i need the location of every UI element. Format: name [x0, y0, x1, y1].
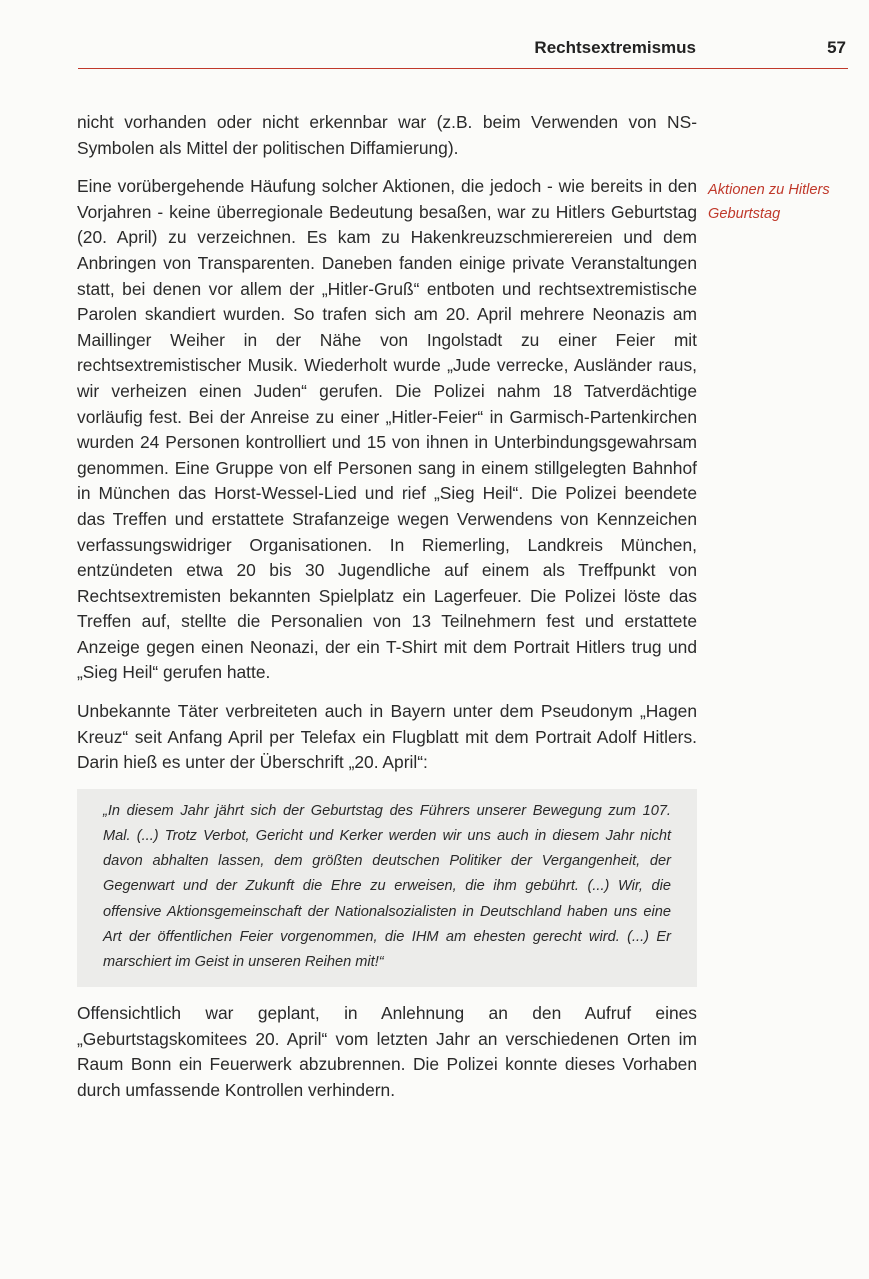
page-number: 57	[827, 38, 846, 57]
block-quote: „In diesem Jahr jährt sich der Geburtstag des Führers unserer Bewegung zum 107. Mal. (...) Trotz Verbot, Gericht und Kerker werden wir uns auch in diesem Jahr nicht davon abhalten lassen, dem größten deutschen Politiker der Vergangenheit, der Gegenwart und der Zukunft die Ehre zu erweisen, die ihm gebührt. (...) Wir, die offensive Aktionsgemeinschaft der Nationalsozialisten in Deutschland haben uns eine Art der öffentlichen Feier vorgenommen, die IHM am ehesten gerecht wird. (...) Er marschiert im Geist in unseren Reihen mit!“	[77, 789, 697, 987]
paragraph: Offensichtlich war geplant, in Anlehnung an den Aufruf eines „Geburtstagskomitees 20. April“ vom letzten Jahr an verschiedenen Orten im Raum Bonn ein Feuerwerk abzubrennen. Die Polizei konnte dieses Vorhaben durch umfassende Kontrollen verhindern.	[77, 1003, 697, 1101]
section-title: Rechtsextremismus	[534, 38, 696, 57]
margin-note: Aktionen zu Hitlers Geburtstag	[708, 182, 830, 222]
paragraph: nicht vorhanden oder nicht erkennbar war (z.B. beim Verwenden von NS-Symbolen als Mittel der politischen Diffamierung).	[77, 112, 697, 158]
paragraph: Unbekannte Täter verbreiteten auch in Bayern unter dem Pseudonym „Hagen Kreuz“ seit Anfang April per Telefax ein Flugblatt mit dem Portrait Adolf Hitlers. Darin hieß es unter der Überschrift „20. April“:	[77, 701, 697, 773]
body-text	[77, 110, 697, 1117]
paragraph: Eine vorübergehende Häufung solcher Aktionen, die jedoch - wie bereits in den Vorjahren - keine überregionale Bedeutung besaßen, war zu Hitlers Geburtstag (20. April) zu verzeichnen. Es kam zu Hakenkreuzschmierereien und dem Anbringen von Transparenten. Daneben fanden einige private Veranstaltungen statt, bei denen vor allem der „Hitler-Gruß“ entboten und rechtsextremistische Parolen skandiert wurden. So trafen sich am 20. April mehrere Neonazis am Maillinger Weiher in der Nähe von Ingolstadt zu einer Feier mit rechtsextremistischer Musik. Wiederholt wurde „Jude verrecke, Ausländer raus, wir verheizen einen Juden“ gerufen. Die Polizei nahm 18 Tatverdächtige vorläufig fest. Bei der Anreise zu einer „Hitler-Feier“ in Garmisch-Partenkirchen wurden 24 Personen kontrolliert und 15 von ihnen in Unterbindungsgewahrsam genommen. Eine Gruppe von elf Personen sang in einem stillgelegten Bahnhof in München das Horst-Wessel-Lied und rief „Sieg Heil“. Die Polizei beendete das Treffen und erstattete Strafanzeige wegen Verwendens von Kennzeichen verfassungswidriger Organisationen. In Riemerling, Landkreis München, entzündeten etwa 20 bis 30 Jugendliche auf einem als Treffpunkt von Rechtsextremisten bekannten Spielplatz ein Lagerfeuer. Die Polizei löste das Treffen auf, stellte die Personalien von 13 Teilnehmern fest und erstattete Anzeige gegen einen Neonazi, der ein T-Shirt mit dem Portrait Hitlers trug und „Sieg Heil“ gerufen hatte.	[77, 176, 697, 683]
running-header	[78, 34, 848, 69]
